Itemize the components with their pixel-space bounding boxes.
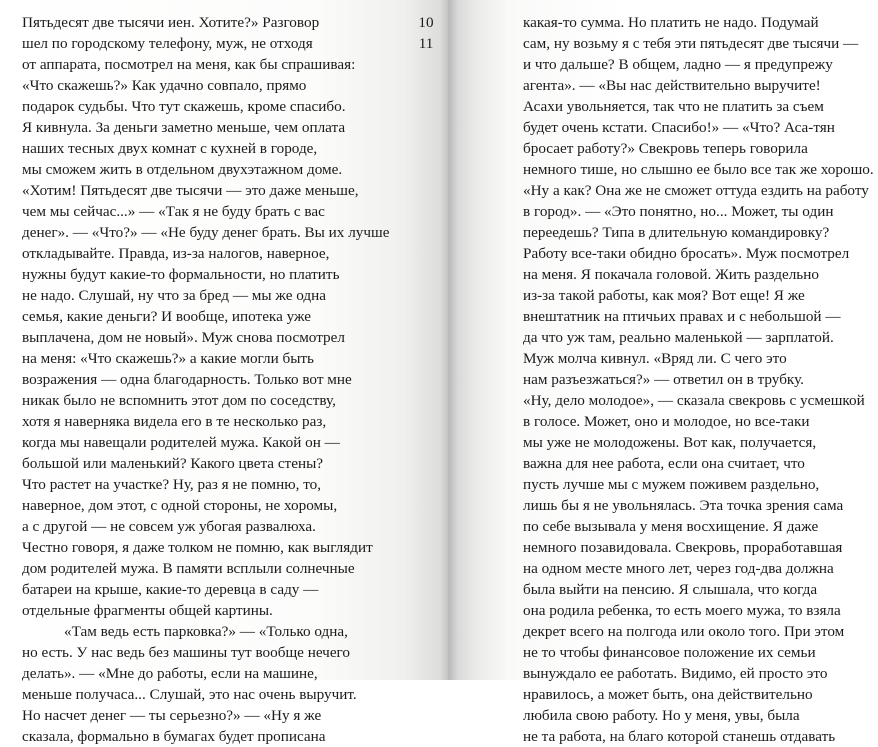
text-line: семья, какие деньги? И вообще, ипотека уже (22, 308, 312, 325)
line-numbers (412, 12, 440, 54)
text-line: денег». — «Что?» — «Не буду денег брать. Вы их лучше (22, 224, 390, 241)
text-line: наших тесных двух комнат с кухней в городе, (22, 140, 318, 157)
text-line: да что уж там, реально маленькой — зарплатой. (523, 329, 834, 346)
text-line: подарок судьбы. Что тут скажешь, кроме спасибо. (22, 98, 346, 115)
line-number: 10 (418, 14, 434, 31)
text-line: меньше получаса... Слушай, это нас очень выручит. (22, 686, 357, 703)
text-line: переедешь? Типа в длительную командировку? (523, 224, 830, 241)
text-line: на меня. Я покачала головой. Жить раздельно (523, 266, 819, 283)
text-line: декрет всего на полгода или около того. При этом (523, 623, 845, 640)
text-line: «Ну, дело молодое», — сказала свекровь с усмешкой (523, 392, 865, 409)
text-line: возражения — одна благодарность. Только вот мне (22, 371, 352, 388)
text-line: не та работа, на благо которой станешь отдавать (523, 728, 836, 745)
text-line: откладывайте. Правда, из-за налогов, наверное, (22, 245, 330, 262)
text-line: «Там ведь есть парковка?» — «Только одна, (64, 623, 348, 640)
text-line: нужны будут какие-то формальности, но платить (22, 266, 340, 283)
text-line: Я кивнула. За деньги заметно меньше, чем оплата (22, 119, 346, 136)
right-page-text (523, 12, 874, 747)
text-line: Но насчет денег — ты серьезно?» — «Ну я же (22, 707, 322, 724)
text-line: на меня: «Что скажешь?» а какие могли быть (22, 350, 314, 367)
text-line: а с другой — не совсем уж убогая развалюха. (22, 518, 316, 535)
text-line: батареи на крыше, какие-то деревца в саду — (22, 581, 319, 598)
right-page (448, 0, 878, 745)
text-line: пусть лучше мы с мужем поживем раздельно, (523, 476, 820, 493)
text-line: на одном месте много лет, через год-два должна (523, 560, 834, 577)
text-line: чем мы сейчас...» — «Так я не буду брать с вас (22, 203, 325, 220)
text-line: мы уже не молодожены. Вот как, получается, (523, 434, 817, 451)
text-line: хотя я наверняка видела его в те несколько раз, (22, 413, 327, 430)
text-line: любила свою работу. Но у меня, увы, была (523, 707, 800, 724)
text-line: Муж молча кивнул. «Вряд ли. С чего это (523, 350, 787, 367)
text-line: Что растет на участке? Ну, раз я не помню, то, (22, 476, 322, 493)
text-line: немного позавидовала. Свекровь, проработавшая (523, 539, 843, 556)
left-page-text (22, 12, 390, 747)
text-line: выплачена, дом не новый». Муж снова посмотрел (22, 329, 345, 346)
text-line: Честно говоря, я даже толком не помню, как выглядит (22, 539, 373, 556)
text-line: в город». — «Это понятно, но... Может, ты один (523, 203, 834, 220)
text-line: большой или маленький? Какого цвета стены? (22, 455, 324, 472)
text-line: Работу все-таки обидно бросать». Муж посмотрел (523, 245, 850, 262)
text-line: Асахи увольняется, так что не платить за съем (523, 98, 824, 115)
text-line: не надо. Слушай, ну что за бред — мы же одна (22, 287, 326, 304)
text-line: «Что скажешь?» Как удачно совпало, прямо (22, 77, 307, 94)
text-line: сказала, формально в бумагах будет прописана (22, 728, 326, 745)
text-line: шел по городскому телефону, муж, не отходя (22, 35, 313, 52)
text-line: она родила ребенка, то есть моего мужа, то взяла (523, 602, 841, 619)
text-line: «Ну а как? Она же не сможет оттуда ездить на работу (523, 182, 869, 199)
text-line: мы сможем жить в отдельном двухэтажном доме. (22, 161, 343, 178)
text-line: бросает работу?» Свекровь теперь говорила (523, 140, 808, 157)
text-line: никак было не вспомнить этот дом по соседству, (22, 392, 336, 409)
text-line: делать». — «Мне до работы, если на машине, (22, 665, 318, 682)
text-line: «Хотим! Пятьдесят две тысячи — это даже меньше, (22, 182, 359, 199)
text-line: наверное, дом этот, с одной стороны, не хоромы, (22, 497, 338, 514)
text-line: не то чтобы финансовое положение их семьи (523, 644, 816, 661)
text-line: была выйти на пенсию. Я слышала, что когда (523, 581, 818, 598)
text-line: в голосе. Может, оно и молодое, но все-таки (523, 413, 810, 430)
text-line: и что дальше? В общем, ладно — я предупрежу (523, 56, 833, 73)
text-line: нравилось, а может быть, она действительно (523, 686, 813, 703)
text-line: какая-то сумма. Но платить не надо. Подумай (523, 14, 819, 31)
text-line: будет очень кстати. Спасибо!» — «Что? Аса-тян (523, 119, 835, 136)
text-line: по себе вызывала у меня восхищение. Я даже (523, 518, 819, 535)
text-line: вынуждало ее работать. Видимо, ей просто это (523, 665, 828, 682)
text-line: отдельные фрагменты общей картины. (22, 602, 273, 619)
text-line: когда мы навещали родителей мужа. Какой он — (22, 434, 340, 451)
text-line: важна для нее работа, если она считает, что (523, 455, 805, 472)
text-line: от аппарата, посмотрел на меня, как бы спрашивая: (22, 56, 356, 73)
text-line: из-за такой работы, как моя? Вот еще! Я же (523, 287, 805, 304)
text-line: сам, ну возьму я с тебя эти пятьдесят две тысячи — (523, 35, 859, 52)
text-line: Пятьдесят две тысячи иен. Хотите?» Разговор (22, 14, 320, 31)
text-line: немного тише, но слышно ее было все так же хорошо. (523, 161, 874, 178)
line-number: 11 (418, 35, 434, 52)
text-line: нам разъезжаться?» — ответил он в трубку. (523, 371, 804, 388)
text-line: но есть. У нас ведь без машины тут вообще нечего (22, 644, 351, 661)
text-line: внештатник на птичьих правах и с небольшой — (523, 308, 841, 325)
text-line: дом родителей мужа. В памяти всплыли солнечные (22, 560, 355, 577)
text-line: лишь бы я не увольнялась. Эта точка зрения сама (523, 497, 844, 514)
text-line: агента». — «Вы нас действительно выручите! (523, 77, 821, 94)
